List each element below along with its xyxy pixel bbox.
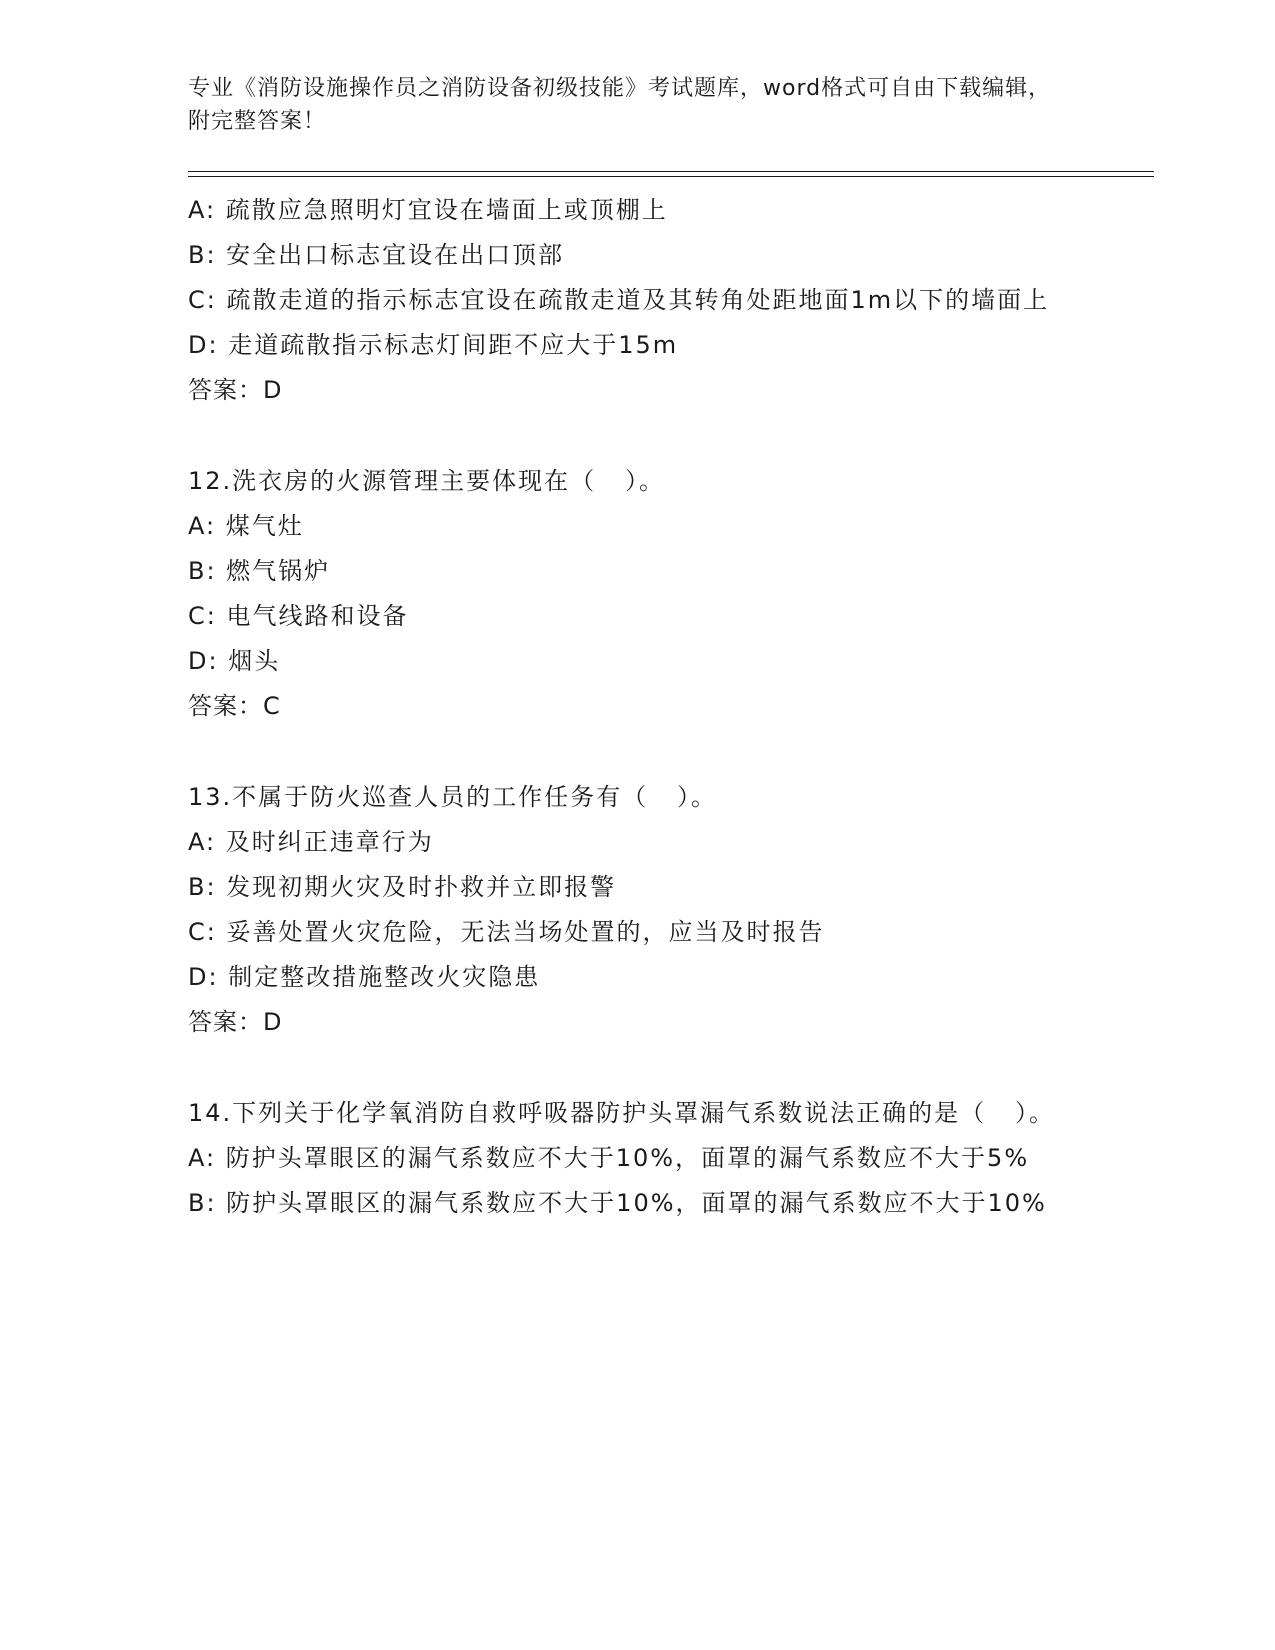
prev-question [188,188,1068,413]
option-c: C: 电气线路和设备 [188,602,409,630]
option-c: C: 疏散走道的指示标志宜设在疏散走道及其转角处距地面1m以下的墙面上 [188,286,1050,314]
option-d: D: 走道疏散指示标志灯间距不应大于15m [188,331,679,359]
header-rule-top [188,171,1154,172]
answer: 答案：D [188,376,283,404]
header-rule-bottom [188,176,1154,177]
option-a: A: 疏散应急照明灯宜设在墙面上或顶棚上 [188,196,668,224]
spacer [188,729,1068,775]
question-content [188,188,1068,1226]
option-b: B: 燃气锅炉 [188,557,331,585]
question-stem: 13.不属于防火巡查人员的工作任务有（ ）。 [188,783,718,811]
spacer [188,413,1068,459]
answer: 答案：D [188,1008,283,1036]
option-b: B: 发现初期火灾及时扑救并立即报警 [188,873,617,901]
option-a: A: 煤气灶 [188,512,304,540]
question-14 [188,1091,1068,1226]
spacer [188,1045,1068,1091]
option-c: C: 妥善处置火灾危险，无法当场处置的，应当及时报告 [188,918,825,946]
option-a: A: 防护头罩眼区的漏气系数应不大于10%，面罩的漏气系数应不大于5% [188,1144,1030,1172]
option-b: B: 安全出口标志宜设在出口顶部 [188,241,565,269]
option-d: D: 烟头 [188,647,281,675]
option-a: A: 及时纠正违章行为 [188,828,434,856]
answer: 答案：C [188,692,281,720]
option-d: D: 制定整改措施整改火灾隐患 [188,963,541,991]
question-12 [188,459,1068,729]
question-stem: 14.下列关于化学氧消防自救呼吸器防护头罩漏气系数说法正确的是（ ）。 [188,1099,1056,1127]
document-header: 专业《消防设施操作员之消防设备初级技能》考试题库，word格式可自由下载编辑，附完整答案！ [188,76,1052,134]
question-13 [188,775,1068,1045]
option-b: B: 防护头罩眼区的漏气系数应不大于10%，面罩的漏气系数应不大于10% [188,1189,1047,1217]
question-stem: 12.洗衣房的火源管理主要体现在（ ）。 [188,467,666,495]
